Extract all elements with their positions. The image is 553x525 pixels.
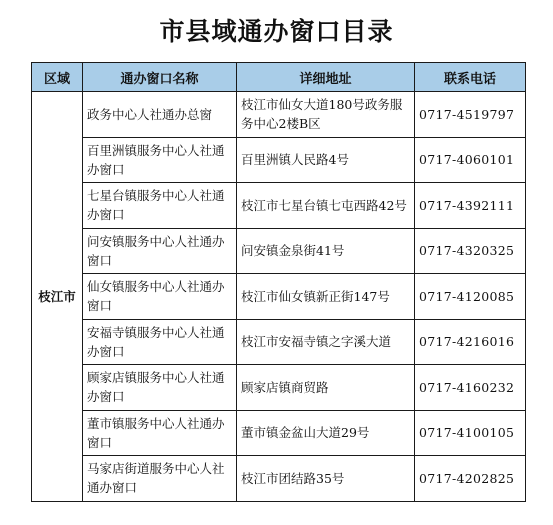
phone-cell: 0717-4519797 bbox=[415, 92, 526, 138]
phone-cell: 0717-4060101 bbox=[415, 137, 526, 183]
window-name-cell: 七星台镇服务中心人社通办窗口 bbox=[83, 183, 237, 229]
window-name-cell: 董市镇服务中心人社通办窗口 bbox=[83, 410, 237, 456]
address-cell: 董市镇金盆山大道29号 bbox=[237, 410, 415, 456]
header-region: 区域 bbox=[32, 63, 83, 92]
phone-cell: 0717-4392111 bbox=[415, 183, 526, 229]
address-cell: 枝江市团结路35号 bbox=[237, 456, 415, 502]
window-name-cell: 政务中心人社通办总窗 bbox=[83, 92, 237, 138]
table-row bbox=[32, 410, 526, 456]
window-name-cell: 顾家店镇服务中心人社通办窗口 bbox=[83, 365, 237, 411]
address-cell: 百里洲镇人民路4号 bbox=[237, 137, 415, 183]
page-title: 市县域通办窗口目录 bbox=[159, 17, 394, 46]
address-cell: 枝江市仙女镇新正街147号 bbox=[237, 274, 415, 320]
table-row bbox=[32, 137, 526, 183]
region-cell: 枝江市 bbox=[32, 92, 83, 502]
table-row bbox=[32, 274, 526, 320]
phone-cell: 0717-4202825 bbox=[415, 456, 526, 502]
address-cell: 问安镇金泉街41号 bbox=[237, 228, 415, 274]
header-address: 详细地址 bbox=[237, 63, 415, 92]
phone-cell: 0717-4216016 bbox=[415, 319, 526, 365]
address-cell: 枝江市安福寺镇之字溪大道 bbox=[237, 319, 415, 365]
table-row bbox=[32, 456, 526, 502]
table-row bbox=[32, 319, 526, 365]
address-cell: 枝江市仙女大道180号政务服务中心2楼B区 bbox=[237, 92, 415, 138]
address-cell: 枝江市七星台镇七屯西路42号 bbox=[237, 183, 415, 229]
window-name-cell: 仙女镇服务中心人社通办窗口 bbox=[83, 274, 237, 320]
header-phone: 联系电话 bbox=[415, 63, 526, 92]
table-row bbox=[32, 228, 526, 274]
table-row bbox=[32, 183, 526, 229]
header-window-name: 通办窗口名称 bbox=[83, 63, 237, 92]
table-header-row bbox=[32, 63, 526, 92]
address-cell: 顾家店镇商贸路 bbox=[237, 365, 415, 411]
phone-cell: 0717-4120085 bbox=[415, 274, 526, 320]
window-name-cell: 百里洲镇服务中心人社通办窗口 bbox=[83, 137, 237, 183]
phone-cell: 0717-4100105 bbox=[415, 410, 526, 456]
window-name-cell: 马家店街道服务中心人社通办窗口 bbox=[83, 456, 237, 502]
table-row bbox=[32, 92, 526, 138]
phone-cell: 0717-4320325 bbox=[415, 228, 526, 274]
window-name-cell: 问安镇服务中心人社通办窗口 bbox=[83, 228, 237, 274]
window-name-cell: 安福寺镇服务中心人社通办窗口 bbox=[83, 319, 237, 365]
table-row bbox=[32, 365, 526, 411]
phone-cell: 0717-4160232 bbox=[415, 365, 526, 411]
window-directory-table bbox=[31, 62, 526, 502]
